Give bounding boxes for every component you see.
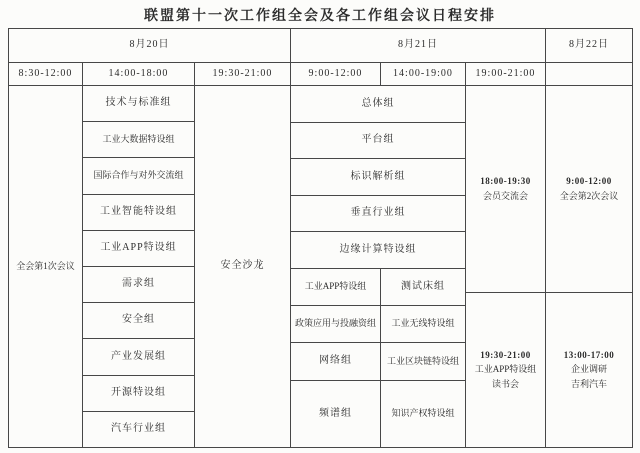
member-exchange-time: 18:00-19:30 — [480, 176, 531, 187]
cell-member-exchange — [465, 85, 546, 293]
cell-group-network: 网络组 — [290, 342, 381, 381]
time-header-d3-empty — [545, 62, 633, 86]
cell-group-tech-standards: 技术与标准组 — [82, 85, 195, 122]
page-title: 联盟第十一次工作组全会及各工作组会议日程安排 — [144, 9, 496, 24]
book-club-group: 工业APP特设组 — [474, 363, 537, 374]
company-visit-company: 吉利汽车 — [570, 379, 607, 390]
cell-plenary-session-2 — [545, 85, 633, 293]
header-date-aug22: 8月22日 — [545, 28, 633, 63]
plenary-2-label: 全会第2次会议 — [559, 190, 619, 201]
time-header-d2-evening: 19:00-21:00 — [465, 62, 546, 86]
header-date-aug21: 8月21日 — [290, 28, 546, 63]
cell-group-open-source: 开源特设组 — [82, 375, 195, 412]
cell-evening-salon: 安全沙龙 — [194, 85, 291, 448]
cell-group-identifier-resolution: 标识解析组 — [290, 158, 466, 196]
cell-group-ip: 知识产权特设组 — [380, 380, 466, 448]
book-club-time: 19:30-21:00 — [480, 349, 531, 360]
cell-group-automotive: 汽车行业组 — [82, 411, 195, 448]
cell-group-industrial-app-d2: 工业APP特设组 — [290, 268, 381, 306]
cell-group-edge-computing: 边缘计算特设组 — [290, 231, 466, 269]
time-header-d1-evening: 19:30-21:00 — [194, 62, 291, 86]
cell-group-spectrum: 频谱组 — [290, 380, 381, 448]
cell-group-big-data: 工业大数据特设组 — [82, 121, 195, 158]
cell-group-industrial-app: 工业APP特设组 — [82, 230, 195, 267]
cell-group-industrial-intelligence: 工业智能特设组 — [82, 194, 195, 231]
cell-app-book-club — [465, 292, 546, 448]
cell-group-blockchain: 工业区块链特设组 — [380, 342, 466, 381]
cell-group-platform: 平台组 — [290, 122, 466, 159]
book-club-label: 读书会 — [491, 379, 519, 390]
cell-group-policy-investment: 政策应用与投融资组 — [290, 305, 381, 343]
cell-group-security: 安全组 — [82, 302, 195, 339]
plenary-2-time: 9:00-12:00 — [566, 176, 612, 187]
cell-group-industrial-wireless: 工业无线特设组 — [380, 305, 466, 343]
header-date-aug20: 8月20日 — [8, 28, 291, 63]
member-exchange-label: 会员交流会 — [482, 190, 528, 201]
company-visit-time: 13:00-17:00 — [563, 349, 615, 360]
time-header-d1-afternoon: 14:00-18:00 — [82, 62, 195, 86]
cell-group-requirements: 需求组 — [82, 266, 195, 303]
time-header-d2-morning: 9:00-12:00 — [290, 62, 381, 86]
cell-group-intl-cooperation: 国际合作与对外交流组 — [82, 157, 195, 195]
cell-group-vertical-industry: 垂直行业组 — [290, 195, 466, 232]
time-header-d2-afternoon: 14:00-19:00 — [380, 62, 466, 86]
time-header-d1-morning: 8:30-12:00 — [8, 62, 83, 86]
cell-plenary-session-1: 全会第1次会议 — [8, 85, 83, 448]
cell-group-testbed: 测试床组 — [380, 268, 466, 306]
cell-company-visit — [545, 292, 633, 448]
cell-group-general: 总体组 — [290, 85, 466, 123]
cell-group-industry-development: 产业发展组 — [82, 338, 195, 376]
company-visit-label: 企业调研 — [570, 363, 607, 374]
